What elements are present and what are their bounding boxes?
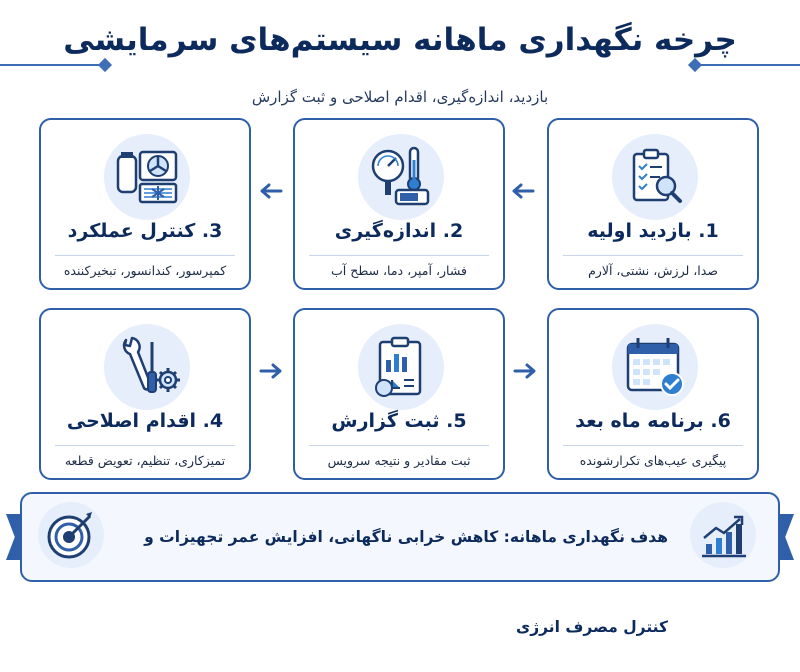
step-description: کمپرسور، کندانسور، تبخیرکننده [63, 263, 227, 278]
goal-banner [20, 492, 780, 636]
page-title: چرخه نگهداری ماهانه سیستم‌های سرمایشی [63, 22, 737, 58]
compressor-fan-icon [104, 134, 190, 220]
step-description: پیگیری عیب‌های تکرارشونده [579, 453, 727, 468]
step-title: 1. بازدید اولیه [587, 220, 719, 242]
step-description: فشار، آمپر، دما، سطح آب [331, 263, 467, 278]
divider [55, 445, 235, 446]
report-chart-icon [358, 324, 444, 410]
step-card-3 [39, 118, 251, 290]
step-card-6 [547, 308, 759, 480]
divider [55, 255, 235, 256]
growth-chart-icon [690, 502, 756, 568]
calendar-check-icon [612, 324, 698, 410]
step-card-5 [293, 308, 505, 480]
page-subtitle: بازدید، اندازه‌گیری، اقدام اصلاحی و ثبت گزارش [251, 88, 549, 106]
divider [563, 445, 743, 446]
tools-gear-icon [104, 324, 190, 410]
step-description: تمیزکاری، تنظیم، تعویض قطعه [64, 453, 226, 468]
step-title: 2. اندازه‌گیری [334, 220, 464, 242]
target-icon [38, 502, 104, 568]
gauge-thermometer-icon [358, 134, 444, 220]
arrow-icon [259, 363, 285, 379]
arrow-icon [513, 363, 539, 379]
header [0, 14, 800, 66]
step-title: 5. ثبت گزارش [331, 410, 467, 432]
divider [309, 445, 489, 446]
step-card-2 [293, 118, 505, 290]
divider [309, 255, 489, 256]
clipboard-magnifier-icon [612, 134, 698, 220]
step-title: 6. برنامه ماه بعد [575, 410, 731, 432]
divider [563, 255, 743, 256]
step-title: 3. کنترل عملکرد [67, 220, 223, 242]
step-title: 4. اقدام اصلاحی [66, 410, 224, 432]
arrow-icon [509, 183, 535, 199]
step-card-1 [547, 118, 759, 290]
step-description: ثبت مقادیر و نتیجه سرویس [327, 453, 471, 468]
step-description: صدا، لرزش، نشتی، آلارم [588, 263, 718, 278]
arrow-icon [257, 183, 283, 199]
title-decoration-right [695, 64, 800, 66]
step-card-4 [39, 308, 251, 480]
goal-text: هدف نگهداری ماهانه: کاهش خرابی ناگهانی، افزایش عمر تجهیزات و کنترل مصرف انرژی [144, 528, 668, 636]
